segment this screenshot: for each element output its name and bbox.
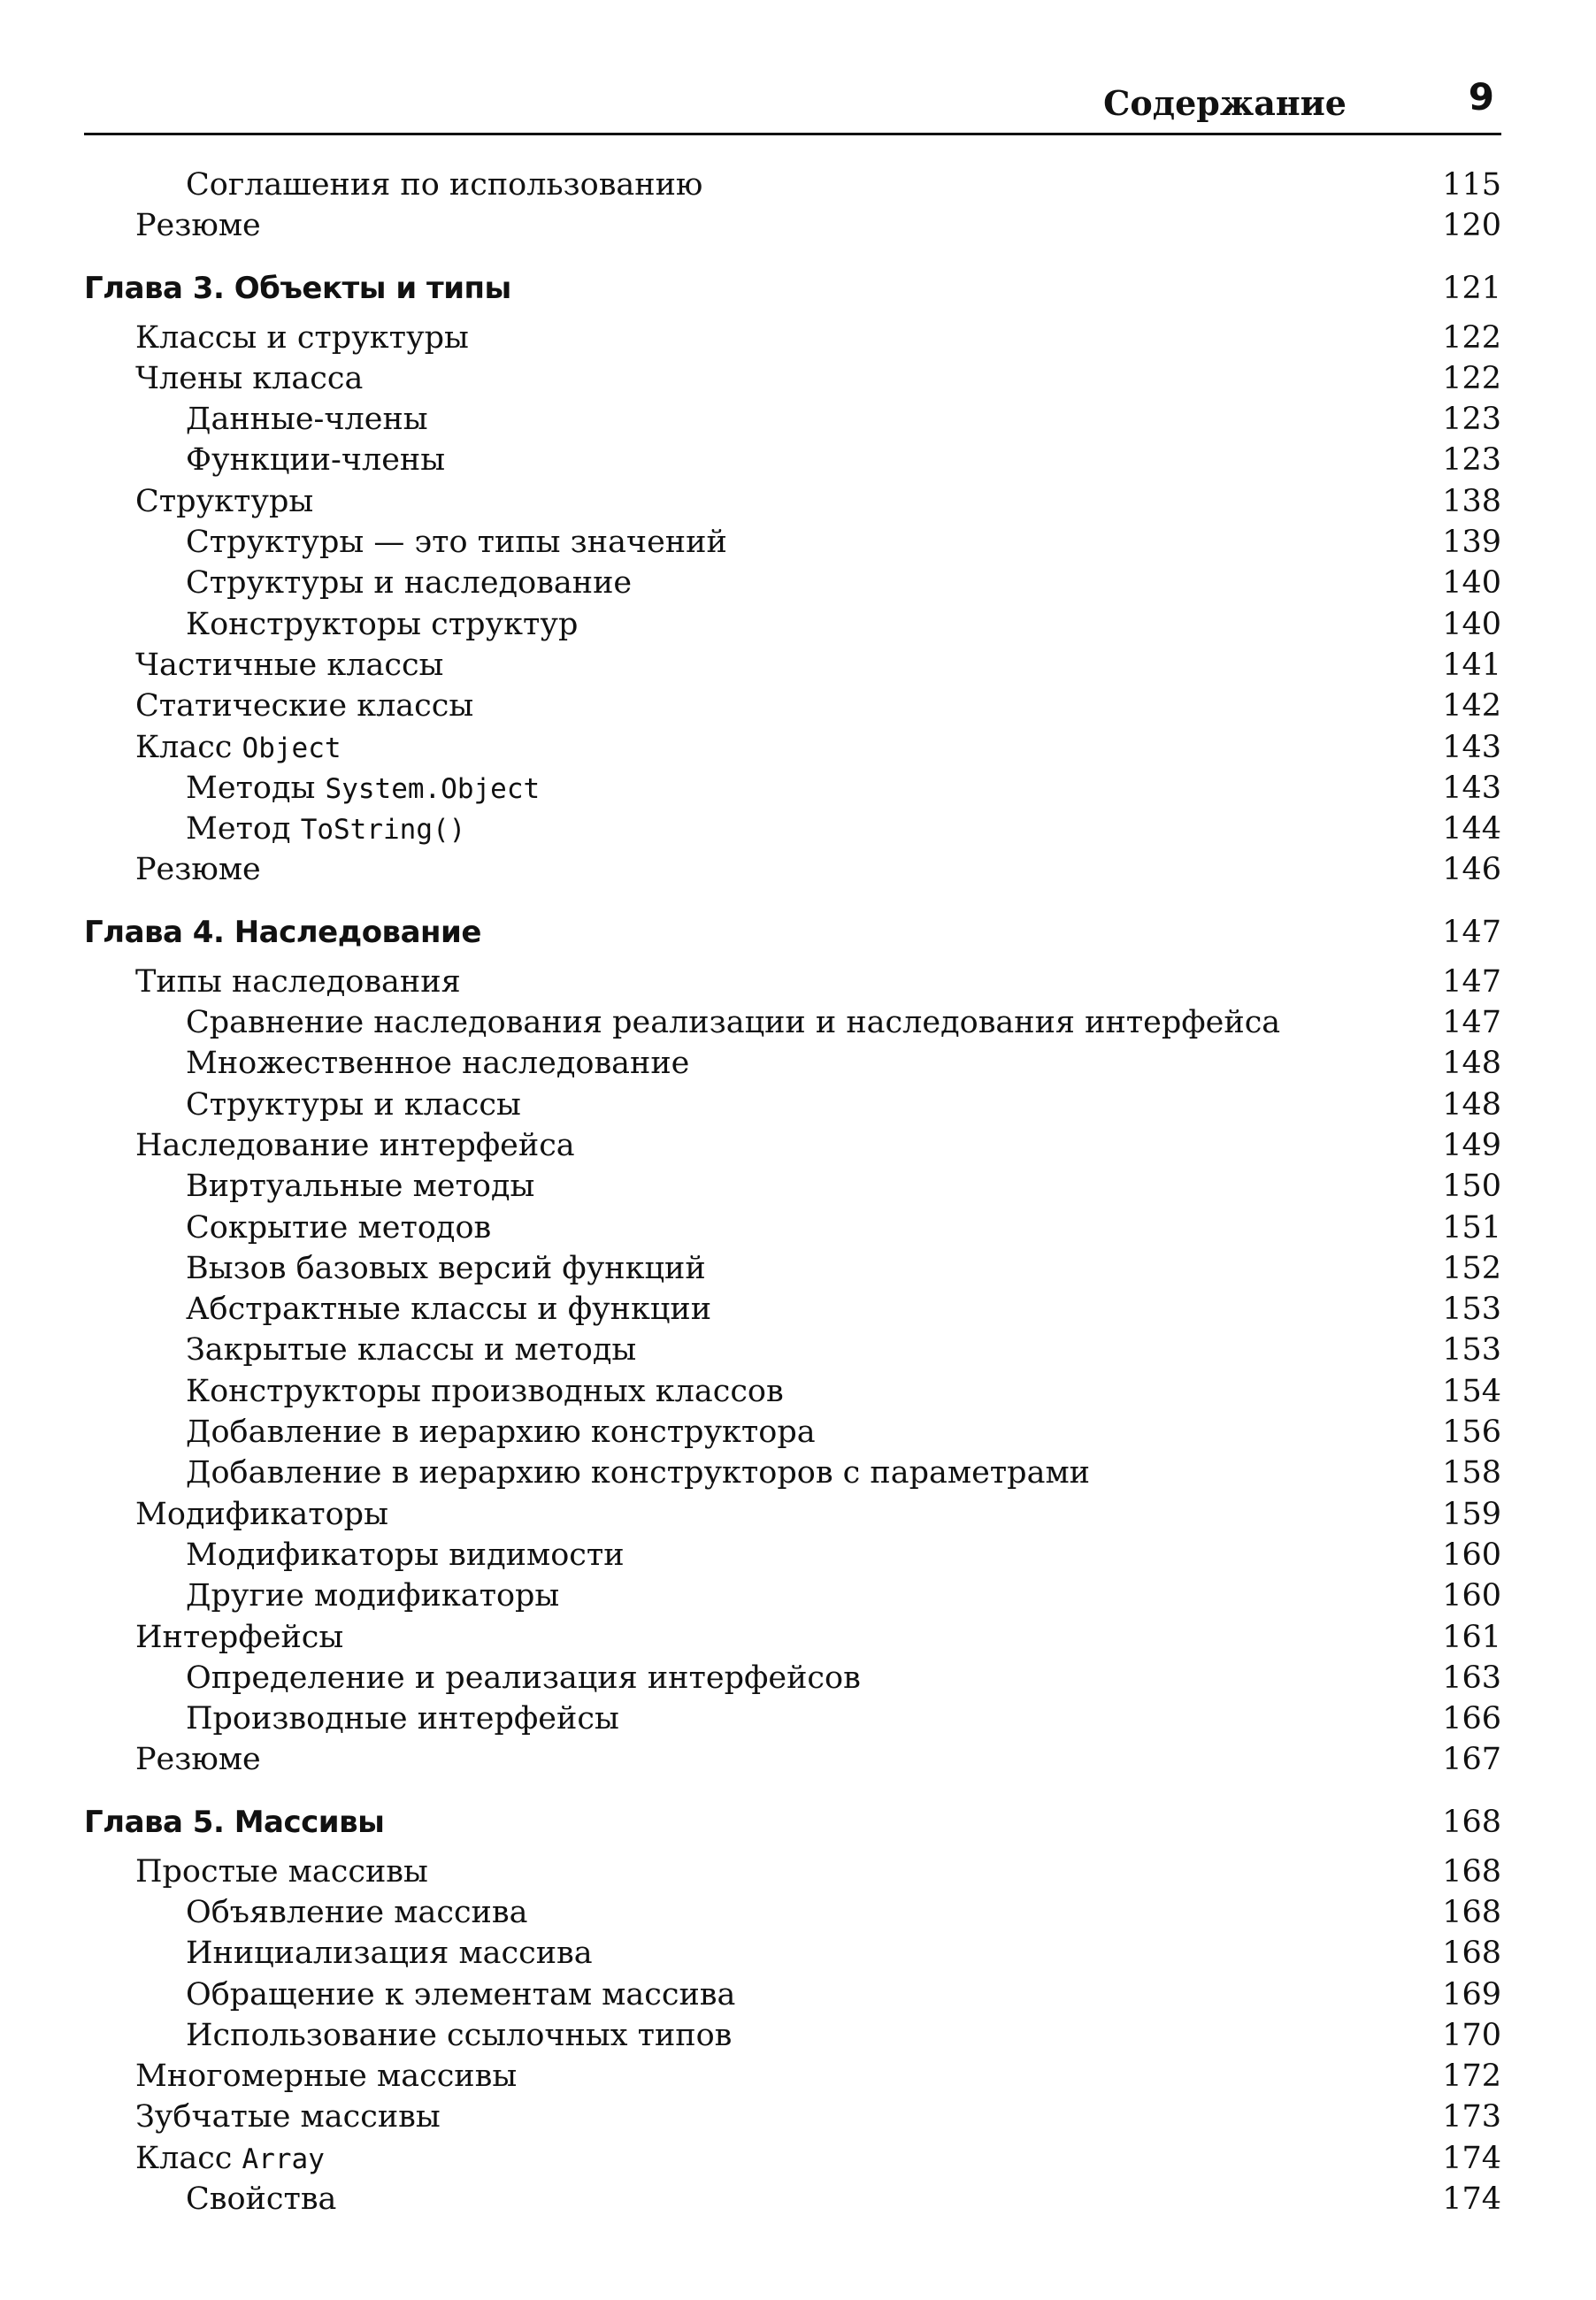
toc-entry[interactable] [84, 399, 1501, 440]
toc-entry[interactable] [84, 481, 1501, 522]
chapter-heading-4[interactable] [84, 907, 1501, 958]
toc-entry-page: 168 [1442, 1894, 1501, 1930]
toc-entry-page: 120 [1442, 208, 1501, 244]
chapter-heading-3[interactable] [84, 263, 1501, 314]
toc-entry-page: 140 [1442, 565, 1501, 602]
toc-entry[interactable] [84, 1166, 1501, 1207]
toc-entry-label: Инициализация массива [186, 1936, 593, 1972]
toc-entry-page: 173 [1442, 2099, 1501, 2135]
toc-entry-label [135, 727, 341, 769]
toc-entry-page: 169 [1442, 1976, 1501, 2012]
toc-entry[interactable] [84, 1412, 1501, 1453]
toc-entry-label: Структуры — это типы значений [186, 525, 727, 561]
toc-entry-label: Конструкторы структур [186, 606, 579, 642]
header-rule [84, 133, 1501, 135]
toc-entry-page: 160 [1442, 1578, 1501, 1614]
toc-entry-label: Множественное наследование [186, 1046, 690, 1082]
toc-entry[interactable] [84, 1739, 1501, 1780]
toc-entry[interactable] [84, 358, 1501, 399]
toc-entry[interactable] [84, 1371, 1501, 1412]
toc-entry[interactable] [84, 563, 1501, 603]
toc-entry-page: 146 [1442, 852, 1501, 888]
toc-entry-label: Абстрактные классы и функции [186, 1292, 712, 1328]
toc-entry-text: Класс [135, 2140, 233, 2176]
toc-entry-text: Класс [135, 729, 233, 765]
toc-entry-page: 142 [1442, 688, 1501, 724]
toc-entry[interactable] [84, 686, 1501, 726]
toc-entry-label: Соглашения по использованию [186, 167, 703, 203]
toc-entry-page: 123 [1442, 442, 1501, 479]
toc-entry[interactable] [84, 1535, 1501, 1576]
toc-entry[interactable] [84, 1494, 1501, 1535]
toc-entry[interactable] [84, 768, 1501, 809]
toc-entry-page: 148 [1442, 1086, 1501, 1123]
toc-entry[interactable] [84, 2056, 1501, 2097]
toc-entry-page: 149 [1442, 1127, 1501, 1163]
toc-entry-page: 174 [1442, 2181, 1501, 2218]
toc-entry-page: 150 [1442, 1169, 1501, 1205]
toc-entry[interactable] [84, 727, 1501, 768]
toc-entry-label: Сокрытие методов [186, 1209, 492, 1246]
toc-entry-label: Типы наследования [135, 963, 461, 1000]
toc-entry-label [186, 768, 540, 809]
toc-entry[interactable] [84, 1933, 1501, 1974]
toc-entry[interactable] [84, 1658, 1501, 1698]
running-head [84, 71, 1501, 133]
toc-entry-label [186, 809, 465, 850]
toc-entry[interactable] [84, 1576, 1501, 1616]
toc-entry-page: 144 [1442, 811, 1501, 847]
code-identifier: System.Object [325, 772, 541, 805]
chapter-page: 121 [1442, 270, 1501, 306]
toc-entry[interactable] [84, 165, 1501, 205]
toc-entry-page: 140 [1442, 606, 1501, 642]
toc-entry-page: 147 [1442, 963, 1501, 1000]
chapter-page: 168 [1442, 1804, 1501, 1840]
toc-entry[interactable] [84, 1085, 1501, 1125]
toc-entry-page: 159 [1442, 1496, 1501, 1532]
chapter-heading-5[interactable] [84, 1797, 1501, 1848]
toc-entry-label: Статические классы [135, 688, 474, 724]
toc-entry-label: Члены класса [135, 360, 364, 396]
toc-entry-page: 160 [1442, 1537, 1501, 1573]
toc-entry-page: 158 [1442, 1455, 1501, 1491]
toc-entry-label: Обращение к элементам массива [186, 1976, 736, 2012]
toc-entry[interactable] [84, 1043, 1501, 1084]
running-title: Содержание [1103, 83, 1347, 123]
toc-entry-page: 153 [1442, 1292, 1501, 1328]
toc-entry-label: Вызов базовых версий функций [186, 1250, 706, 1286]
toc-entry[interactable] [84, 2138, 1501, 2179]
toc-entry-label: Наследование интерфейса [135, 1127, 575, 1163]
toc-entry-label: Модификаторы [135, 1496, 388, 1532]
toc-entry-label: Конструкторы производных классов [186, 1373, 784, 1409]
toc-entry-page: 156 [1442, 1414, 1501, 1451]
toc-entry[interactable] [84, 1248, 1501, 1289]
toc-entry-page: 139 [1442, 525, 1501, 561]
toc-entry[interactable] [84, 440, 1501, 480]
toc-entry[interactable] [84, 849, 1501, 890]
toc-entry[interactable] [84, 1453, 1501, 1493]
toc-entry-label: Свойства [186, 2181, 337, 2218]
toc-entry-label: Резюме [135, 1742, 261, 1778]
toc-entry[interactable] [84, 318, 1501, 358]
toc-entry[interactable] [84, 522, 1501, 563]
toc-entry[interactable] [84, 604, 1501, 645]
toc-entry-label: Данные-члены [186, 402, 428, 438]
toc-entry[interactable] [84, 2015, 1501, 2056]
toc-entry-page: 161 [1442, 1619, 1501, 1655]
toc-entry-label: Интерфейсы [135, 1619, 344, 1655]
chapter-title: Глава 3. Объекты и типы [84, 270, 511, 306]
code-identifier: Object [242, 732, 341, 764]
toc-entry-page: 168 [1442, 1853, 1501, 1890]
chapter-title: Глава 4. Наследование [84, 914, 481, 950]
toc-entry-page: 174 [1442, 2140, 1501, 2176]
toc-entry-page: 141 [1442, 647, 1501, 683]
toc-entry-label: Сравнение наследования реализации и наследования интерфейса [186, 1005, 1281, 1041]
toc-entry-label: Резюме [135, 852, 261, 888]
toc-entry-page: 143 [1442, 729, 1501, 765]
toc-entry-label: Модификаторы видимости [186, 1537, 625, 1573]
table-of-contents [84, 165, 1501, 2220]
toc-entry-label: Зубчатые массивы [135, 2099, 441, 2135]
toc-entry-label: Многомерные массивы [135, 2058, 518, 2095]
toc-entry[interactable] [84, 1208, 1501, 1248]
toc-entry[interactable] [84, 962, 1501, 1002]
toc-entry-page: 167 [1442, 1742, 1501, 1778]
toc-entry-page: 122 [1442, 360, 1501, 396]
toc-entry-label: Добавление в иерархию конструкторов с параметрами [186, 1455, 1090, 1491]
toc-entry-label: Частичные классы [135, 647, 444, 683]
toc-entry[interactable] [84, 2097, 1501, 2137]
toc-entry-page: 172 [1442, 2058, 1501, 2095]
toc-entry-label: Виртуальные методы [186, 1169, 535, 1205]
toc-entry[interactable] [84, 1125, 1501, 1166]
toc-entry-page: 166 [1442, 1701, 1501, 1737]
toc-entry-label: Производные интерфейсы [186, 1701, 619, 1737]
toc-entry-label: Классы и структуры [135, 319, 469, 356]
toc-entry-label: Резюме [135, 208, 261, 244]
toc-entry-label: Объявление массива [186, 1894, 528, 1930]
toc-entry-page: 143 [1442, 770, 1501, 806]
toc-entry[interactable] [84, 1002, 1501, 1043]
toc-entry-label: Другие модификаторы [186, 1578, 560, 1614]
toc-entry[interactable] [84, 809, 1501, 849]
toc-entry-label: Закрытые классы и методы [186, 1332, 637, 1368]
toc-entry-label: Использование ссылочных типов [186, 2017, 733, 2053]
toc-entry[interactable] [84, 1330, 1501, 1370]
toc-entry-label [135, 2138, 325, 2180]
toc-entry-page: 153 [1442, 1332, 1501, 1368]
toc-entry-page: 138 [1442, 483, 1501, 519]
toc-entry-page: 122 [1442, 319, 1501, 356]
toc-entry-label: Структуры и классы [186, 1086, 521, 1123]
toc-entry-page: 151 [1442, 1209, 1501, 1246]
toc-entry-label: Простые массивы [135, 1853, 428, 1890]
toc-entry-page: 123 [1442, 402, 1501, 438]
toc-entry-page: 170 [1442, 2017, 1501, 2053]
code-identifier: ToString() [300, 814, 466, 847]
toc-entry-label: Структуры [135, 483, 314, 519]
toc-entry[interactable] [84, 1289, 1501, 1330]
chapter-title: Глава 5. Массивы [84, 1804, 385, 1840]
toc-entry-page: 154 [1442, 1373, 1501, 1409]
toc-entry-label: Определение и реализация интерфейсов [186, 1660, 861, 1696]
toc-entry[interactable] [84, 645, 1501, 686]
toc-entry-label: Функции-члены [186, 442, 446, 479]
toc-entry[interactable] [84, 1892, 1501, 1933]
toc-entry-label: Добавление в иерархию конструктора [186, 1414, 816, 1451]
toc-entry[interactable] [84, 1698, 1501, 1739]
toc-entry-page: 147 [1442, 1005, 1501, 1041]
code-identifier: Array [242, 2143, 325, 2175]
toc-entry-text: Методы [186, 770, 316, 806]
toc-entry[interactable] [84, 205, 1501, 246]
toc-entry-page: 115 [1442, 167, 1501, 203]
toc-entry[interactable] [84, 1974, 1501, 2015]
chapter-page: 147 [1442, 914, 1501, 950]
page-number: 9 [1468, 75, 1494, 119]
toc-entry[interactable] [84, 1852, 1501, 1892]
toc-entry-text: Метод [186, 811, 291, 847]
toc-entry[interactable] [84, 2179, 1501, 2220]
toc-entry-label: Структуры и наследование [186, 565, 633, 602]
toc-entry-page: 168 [1442, 1936, 1501, 1972]
toc-entry[interactable] [84, 1617, 1501, 1658]
toc-entry-page: 148 [1442, 1046, 1501, 1082]
toc-entry-page: 152 [1442, 1250, 1501, 1286]
toc-entry-page: 163 [1442, 1660, 1501, 1696]
